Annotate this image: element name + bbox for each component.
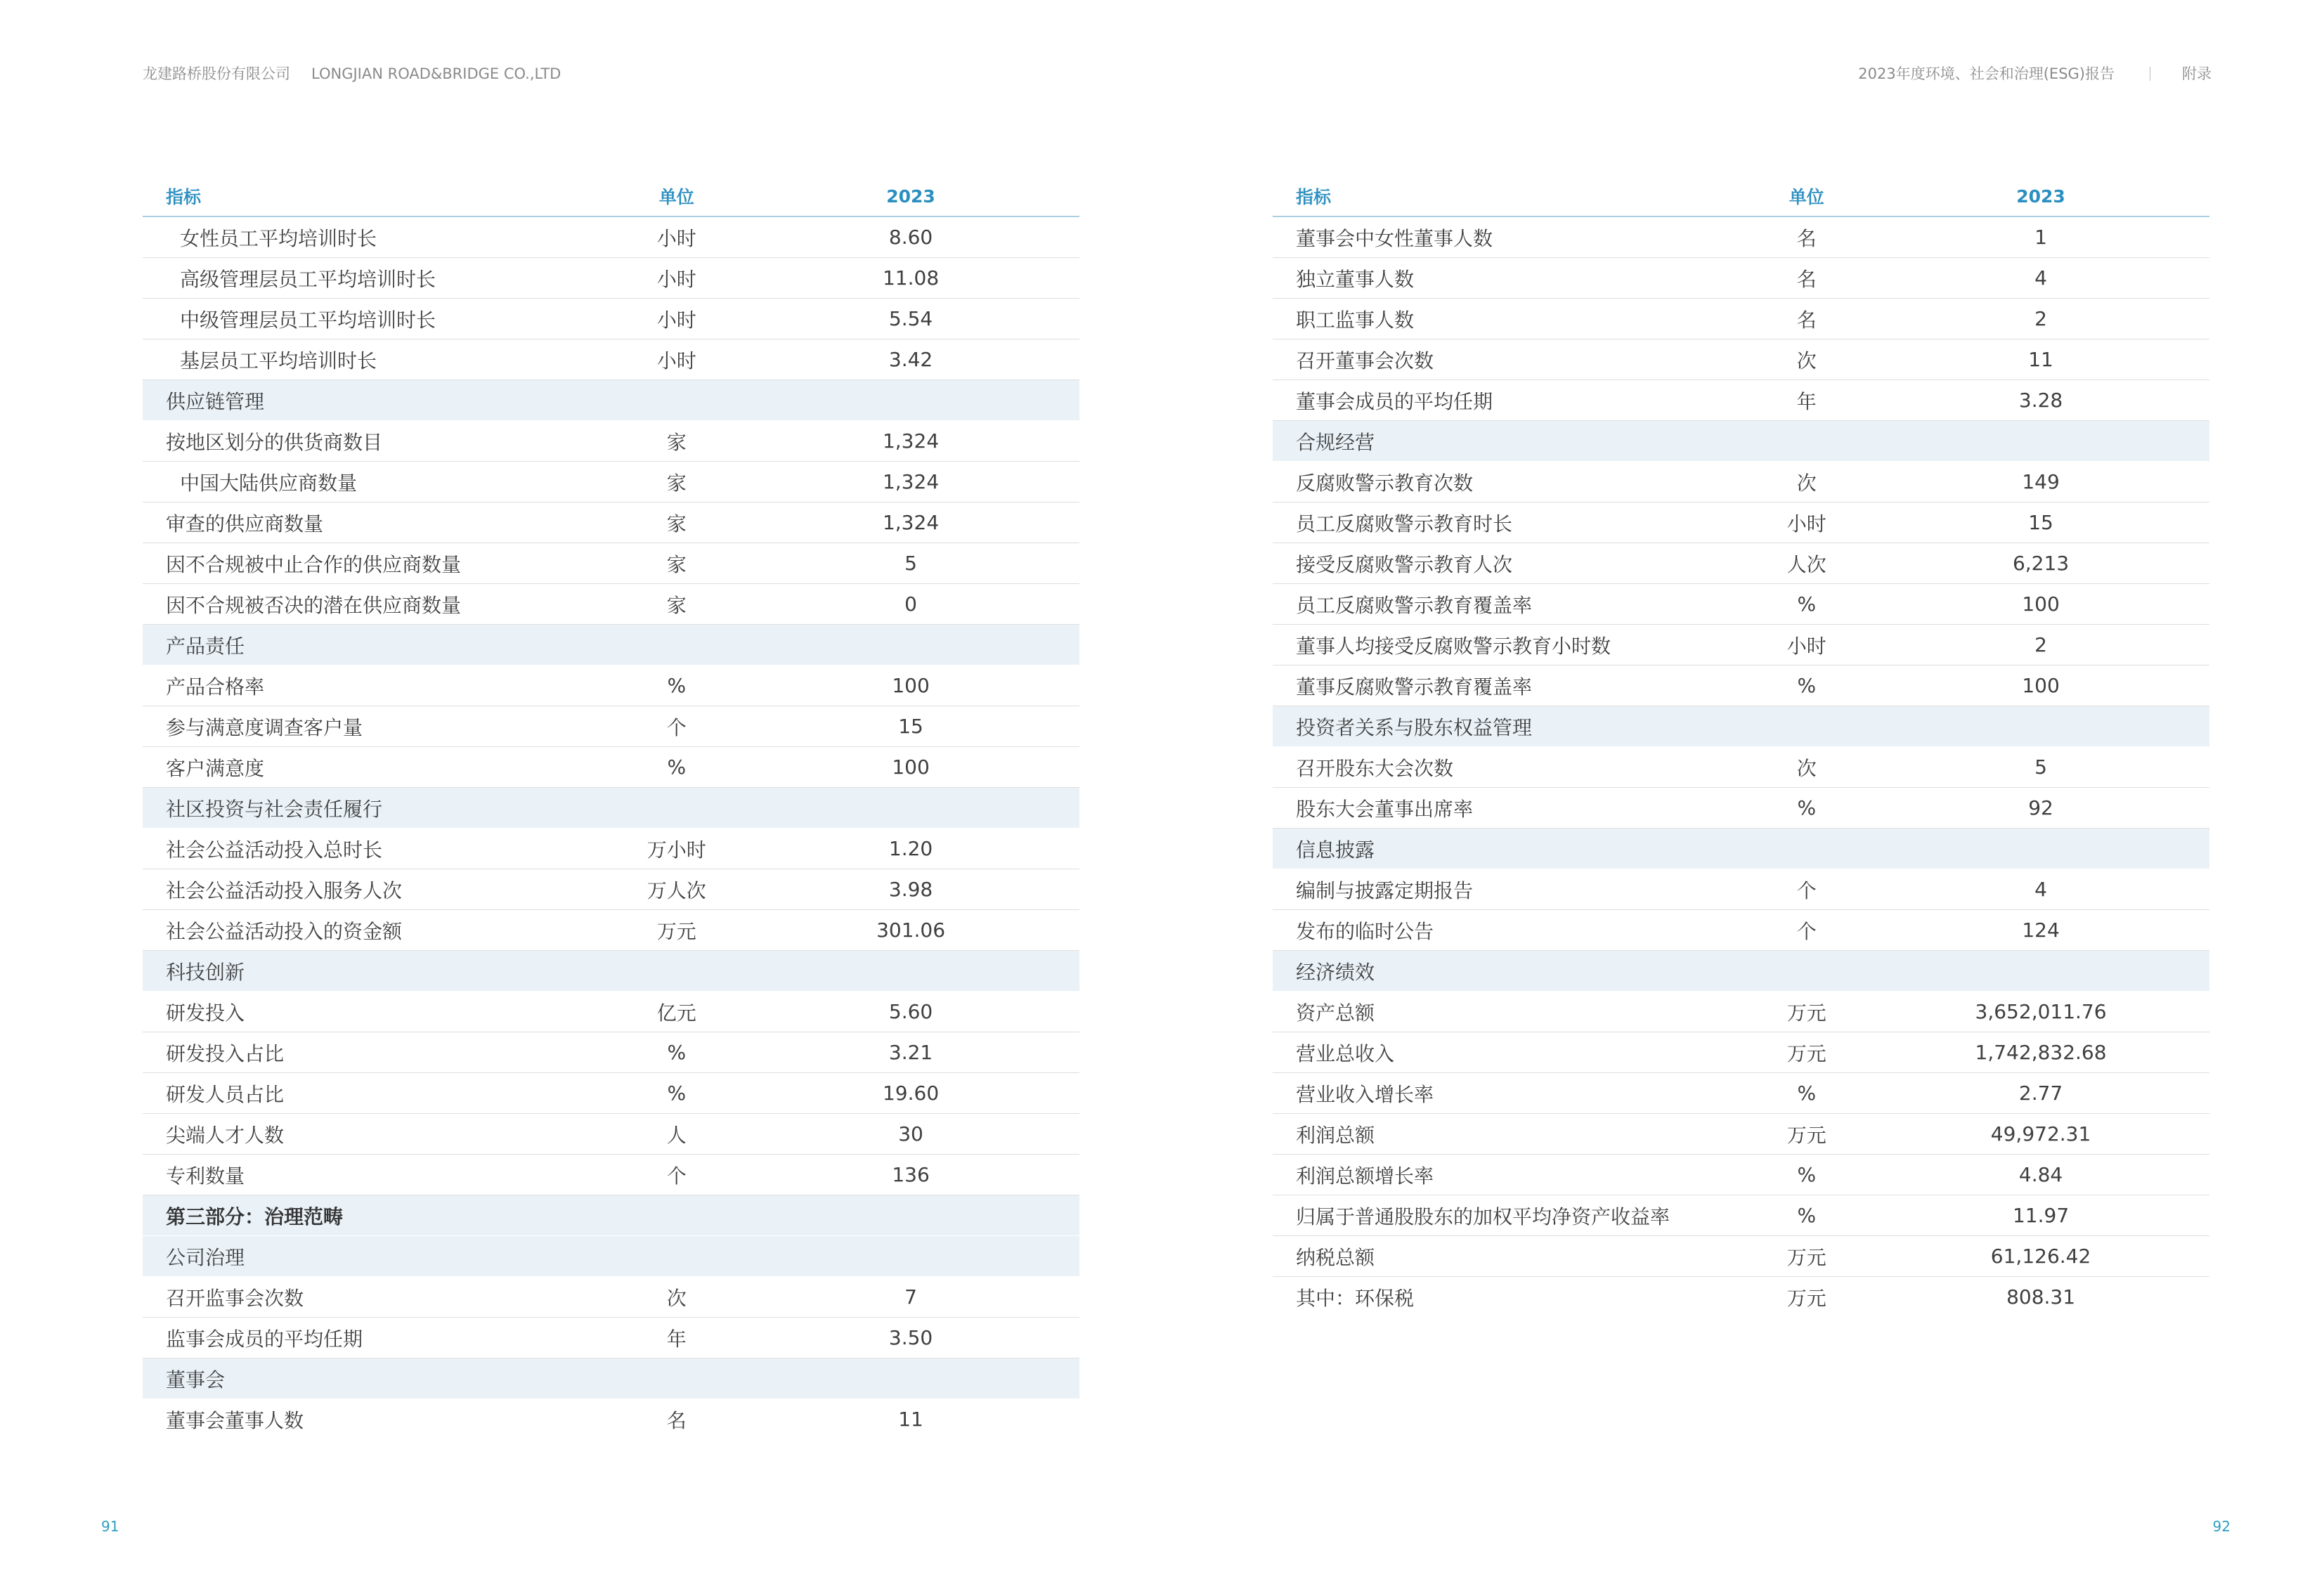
left-data-table <box>143 176 1079 1439</box>
indicator-cell: 产品合格率 <box>143 666 611 706</box>
indicator-cell: 独立董事人数 <box>1273 258 1741 299</box>
section-title: 经济绩效 <box>1273 951 2209 992</box>
indicator-cell: 专利数量 <box>143 1155 611 1195</box>
value-cell: 100 <box>1872 584 2209 625</box>
indicator-cell: 职工监事人数 <box>1273 299 1741 339</box>
section-row <box>1273 421 2209 462</box>
section-row <box>143 1358 1079 1399</box>
indicator-cell: 研发投入 <box>143 992 611 1032</box>
table-row <box>1273 788 2209 829</box>
indicator-cell: 发布的临时公告 <box>1273 910 1741 951</box>
table-row <box>1273 339 2209 380</box>
indicator-cell: 股东大会董事出席率 <box>1273 788 1741 829</box>
indicator-cell: 研发投入占比 <box>143 1032 611 1073</box>
value-cell: 49,972.31 <box>1872 1114 2209 1155</box>
section-title: 董事会 <box>143 1358 1079 1399</box>
section-title: 科技创新 <box>143 951 1079 992</box>
page-header-right <box>1858 63 2212 84</box>
table-row <box>143 502 1079 543</box>
indicator-cell: 董事会董事人数 <box>166 1408 304 1432</box>
section-row <box>1273 829 2209 869</box>
indicator-cell: 营业收入增长率 <box>1273 1073 1741 1114</box>
unit-cell: 小时 <box>1741 625 1873 666</box>
indicator-cell: 按地区划分的供货商数目 <box>143 421 611 462</box>
unit-cell: % <box>611 666 743 706</box>
value-cell: 5.54 <box>742 299 1079 339</box>
indicator-cell: 接受反腐败警示教育人次 <box>1273 543 1741 584</box>
unit-cell: 名 <box>666 1408 687 1432</box>
table-row <box>1273 299 2209 339</box>
indicator-cell: 参与满意度调查客户量 <box>143 706 611 747</box>
unit-cell: 小时 <box>611 258 743 299</box>
value-cell: 4 <box>1872 258 2209 299</box>
value-cell: 100 <box>1872 666 2209 706</box>
unit-cell: 小时 <box>611 339 743 380</box>
value-cell: 5.60 <box>742 992 1079 1032</box>
unit-cell: 小时 <box>611 216 743 258</box>
table-row <box>143 339 1079 380</box>
value-cell: 2.77 <box>1872 1073 2209 1114</box>
unit-cell: 人次 <box>1741 543 1873 584</box>
section-title: 信息披露 <box>1273 829 2209 869</box>
table-header-row <box>1273 176 2209 216</box>
section-title: 社区投资与社会责任履行 <box>143 788 1079 829</box>
company-name-cn: 龙建路桥股份有限公司 <box>143 65 290 82</box>
unit-cell: 万元 <box>1741 1236 1873 1277</box>
unit-cell: 小时 <box>611 299 743 339</box>
section-title: 投资者关系与股东权益管理 <box>1273 706 2209 747</box>
company-name-en: LONGJIAN ROAD&BRIDGE CO.,LTD <box>311 65 561 82</box>
value-cell: 301.06 <box>742 910 1079 951</box>
value-cell: 1,742,832.68 <box>1872 1032 2209 1073</box>
value-cell: 3,652,011.76 <box>1872 992 2209 1032</box>
unit-cell: 万元 <box>1741 1114 1873 1155</box>
indicator-cell: 社会公益活动投入总时长 <box>143 829 611 869</box>
indicator-cell: 审查的供应商数量 <box>143 502 611 543</box>
value-cell: 1.20 <box>742 829 1079 869</box>
indicator-cell: 归属于普通股股东的加权平均净资产收益率 <box>1273 1195 1741 1236</box>
unit-cell: 万小时 <box>611 829 743 869</box>
unit-cell: 名 <box>1741 258 1873 299</box>
table-row <box>1273 992 2209 1032</box>
table-row <box>143 421 1079 462</box>
value-cell: 3.50 <box>742 1318 1079 1358</box>
value-cell: 3.21 <box>742 1032 1079 1073</box>
unit-cell: % <box>611 747 743 788</box>
value-cell: 4 <box>1872 869 2209 910</box>
indicator-cell: 董事会中女性董事人数 <box>1273 216 1741 258</box>
unit-cell: % <box>611 1073 743 1114</box>
unit-cell: 个 <box>1741 869 1873 910</box>
value-cell: 19.60 <box>742 1073 1079 1114</box>
value-cell: 5 <box>1872 747 2209 788</box>
left-table-body <box>143 216 1079 1439</box>
header-unit: 单位 <box>611 176 743 216</box>
unit-cell: 年 <box>1741 380 1873 421</box>
value-cell: 15 <box>742 706 1079 747</box>
value-cell: 3.98 <box>742 869 1079 910</box>
unit-cell: 万元 <box>1741 992 1873 1032</box>
unit-cell: 万人次 <box>611 869 743 910</box>
table-row <box>143 992 1079 1032</box>
value-cell: 149 <box>1872 462 2209 502</box>
table-row <box>143 1277 1079 1318</box>
indicator-cell: 利润总额增长率 <box>1273 1155 1741 1195</box>
value-cell: 2 <box>1872 299 2209 339</box>
value-cell: 2 <box>1872 625 2209 666</box>
unit-cell: 小时 <box>1741 502 1873 543</box>
table-row <box>1273 258 2209 299</box>
table-row <box>1273 462 2209 502</box>
unit-cell: % <box>1741 788 1873 829</box>
unit-cell: 名 <box>1741 299 1873 339</box>
value-cell: 4.84 <box>1872 1155 2209 1195</box>
indicator-cell: 召开股东大会次数 <box>1273 747 1741 788</box>
table-row <box>143 910 1079 951</box>
table-row <box>143 299 1079 339</box>
header-unit: 单位 <box>1741 176 1873 216</box>
unit-cell: 万元 <box>611 910 743 951</box>
section-title: 合规经营 <box>1273 421 2209 462</box>
indicator-cell: 员工反腐败警示教育覆盖率 <box>1273 584 1741 625</box>
table-row <box>143 869 1079 910</box>
page-number-right: 92 <box>2212 1518 2231 1535</box>
page-number-left: 91 <box>101 1518 119 1535</box>
table-row <box>143 216 1079 258</box>
table-row <box>1273 1277 2209 1318</box>
value-cell: 100 <box>742 666 1079 706</box>
report-title: 2023年度环境、社会和治理(ESG)报告 <box>1858 65 2115 82</box>
table-row <box>143 829 1079 869</box>
unit-cell: 家 <box>611 543 743 584</box>
section-title: 公司治理 <box>143 1236 1079 1277</box>
indicator-cell: 营业总收入 <box>1273 1032 1741 1073</box>
indicator-cell: 纳税总额 <box>1273 1236 1741 1277</box>
unit-cell: 个 <box>611 1155 743 1195</box>
unit-cell: % <box>1741 1073 1873 1114</box>
section-title: 供应链管理 <box>143 380 1079 421</box>
unit-cell: 亿元 <box>611 992 743 1032</box>
indicator-cell: 董事会成员的平均任期 <box>1273 380 1741 421</box>
indicator-cell: 召开监事会次数 <box>143 1277 611 1318</box>
unit-cell: 人 <box>611 1114 743 1155</box>
unit-cell: 家 <box>611 462 743 502</box>
unit-cell: 万元 <box>1786 1286 1826 1310</box>
table-row <box>1273 543 2209 584</box>
unit-cell: 家 <box>611 584 743 625</box>
unit-cell: 年 <box>611 1318 743 1358</box>
table-row <box>1273 910 2209 951</box>
header-indicator: 指标 <box>143 176 611 216</box>
indicator-cell: 研发人员占比 <box>143 1073 611 1114</box>
section-title: 第三部分：治理范畴 <box>143 1195 1079 1236</box>
value-cell: 1,324 <box>742 462 1079 502</box>
section-row <box>1273 706 2209 747</box>
unit-cell: 万元 <box>1741 1032 1873 1073</box>
value-cell: 136 <box>742 1155 1079 1195</box>
unit-cell: % <box>611 1032 743 1073</box>
section-row <box>143 625 1079 666</box>
section-name: 附录 <box>2182 65 2212 82</box>
table-row <box>1273 747 2209 788</box>
unit-cell: 家 <box>611 502 743 543</box>
section-row <box>143 951 1079 992</box>
right-data-table <box>1273 176 2209 1317</box>
indicator-cell: 其中：环保税 <box>1296 1286 1415 1310</box>
value-cell: 15 <box>1872 502 2209 543</box>
value-cell: 8.60 <box>742 216 1079 258</box>
indicator-cell: 基层员工平均培训时长 <box>143 339 611 380</box>
section-row <box>143 788 1079 829</box>
table-row <box>143 543 1079 584</box>
value-cell: 11.97 <box>1872 1195 2209 1236</box>
indicator-cell: 高级管理层员工平均培训时长 <box>143 258 611 299</box>
table-row <box>1273 502 2209 543</box>
unit-cell: 次 <box>1741 339 1873 380</box>
indicator-cell: 监事会成员的平均任期 <box>143 1318 611 1358</box>
unit-cell: % <box>1741 1195 1873 1236</box>
table-row <box>143 1032 1079 1073</box>
unit-cell: 名 <box>1741 216 1873 258</box>
indicator-cell: 利润总额 <box>1273 1114 1741 1155</box>
header-year: 2023 <box>742 176 1079 216</box>
indicator-cell: 因不合规被中止合作的供应商数量 <box>143 543 611 584</box>
unit-cell: 次 <box>1741 747 1873 788</box>
table-row <box>1273 380 2209 421</box>
table-row <box>143 584 1079 625</box>
table-row <box>1273 1236 2209 1277</box>
indicator-cell: 中国大陆供应商数量 <box>143 462 611 502</box>
value-cell: 1 <box>1872 216 2209 258</box>
indicator-cell: 尖端人才人数 <box>143 1114 611 1155</box>
value-cell: 0 <box>742 584 1079 625</box>
table-row <box>1273 1073 2209 1114</box>
table-row <box>1273 584 2209 625</box>
indicator-cell: 中级管理层员工平均培训时长 <box>143 299 611 339</box>
indicator-cell: 女性员工平均培训时长 <box>143 216 611 258</box>
table-row <box>143 747 1079 788</box>
table-row <box>1273 625 2209 666</box>
indicator-cell: 召开董事会次数 <box>1273 339 1741 380</box>
value-cell: 6,213 <box>1872 543 2209 584</box>
table-row <box>143 706 1079 747</box>
indicator-cell: 客户满意度 <box>143 747 611 788</box>
table-row <box>1273 1114 2209 1155</box>
indicator-cell: 社会公益活动投入的资金额 <box>143 910 611 951</box>
indicator-cell: 董事人均接受反腐败警示教育小时数 <box>1273 625 1741 666</box>
value-cell: 5 <box>742 543 1079 584</box>
table-row <box>143 462 1079 502</box>
header-indicator: 指标 <box>1273 176 1741 216</box>
table-row <box>1273 869 2209 910</box>
value-cell: 100 <box>742 747 1079 788</box>
unit-cell: 次 <box>1741 462 1873 502</box>
table-row <box>143 258 1079 299</box>
value-cell: 11 <box>1872 339 2209 380</box>
value-cell: 808.31 <box>2006 1285 2076 1309</box>
indicator-cell: 编制与披露定期报告 <box>1273 869 1741 910</box>
value-cell: 7 <box>742 1277 1079 1318</box>
unit-cell: % <box>1741 1155 1873 1195</box>
section-row <box>143 380 1079 421</box>
unit-cell: % <box>1741 584 1873 625</box>
table-row <box>143 1073 1079 1114</box>
table-row <box>1273 1195 2209 1236</box>
section-row <box>1273 951 2209 992</box>
indicator-cell: 董事反腐败警示教育覆盖率 <box>1273 666 1741 706</box>
indicator-cell: 社会公益活动投入服务人次 <box>143 869 611 910</box>
table-row <box>143 666 1079 706</box>
table-row <box>143 1114 1079 1155</box>
indicator-cell: 资产总额 <box>1273 992 1741 1032</box>
section-title: 产品责任 <box>143 625 1079 666</box>
table-row <box>1273 1155 2209 1195</box>
indicator-cell: 因不合规被否决的潜在供应商数量 <box>143 584 611 625</box>
value-cell: 3.28 <box>1872 380 2209 421</box>
right-table-body <box>1273 216 2209 1317</box>
unit-cell: 次 <box>611 1277 743 1318</box>
indicator-cell: 员工反腐败警示教育时长 <box>1273 502 1741 543</box>
value-cell: 1,324 <box>742 502 1079 543</box>
unit-cell: 个 <box>1741 910 1873 951</box>
table-row <box>143 1155 1079 1195</box>
section-row <box>143 1236 1079 1277</box>
table-row <box>1273 1032 2209 1073</box>
table-row <box>1273 666 2209 706</box>
table-row <box>143 1318 1079 1358</box>
value-cell: 1,324 <box>742 421 1079 462</box>
value-cell: 30 <box>742 1114 1079 1155</box>
unit-cell: 个 <box>611 706 743 747</box>
value-cell: 124 <box>1872 910 2209 951</box>
unit-cell: % <box>1741 666 1873 706</box>
table-row <box>143 1399 1079 1440</box>
value-cell: 3.42 <box>742 339 1079 380</box>
value-cell: 61,126.42 <box>1872 1236 2209 1277</box>
table-header-row <box>143 176 1079 216</box>
table-row <box>1273 216 2209 258</box>
unit-cell: 家 <box>611 421 743 462</box>
indicator-cell: 反腐败警示教育次数 <box>1273 462 1741 502</box>
value-cell: 92 <box>1872 788 2209 829</box>
section-row <box>143 1195 1079 1236</box>
value-cell: 11.08 <box>742 258 1079 299</box>
value-cell: 11 <box>898 1408 923 1431</box>
header-year: 2023 <box>1872 176 2209 216</box>
page-header-left <box>143 63 561 84</box>
